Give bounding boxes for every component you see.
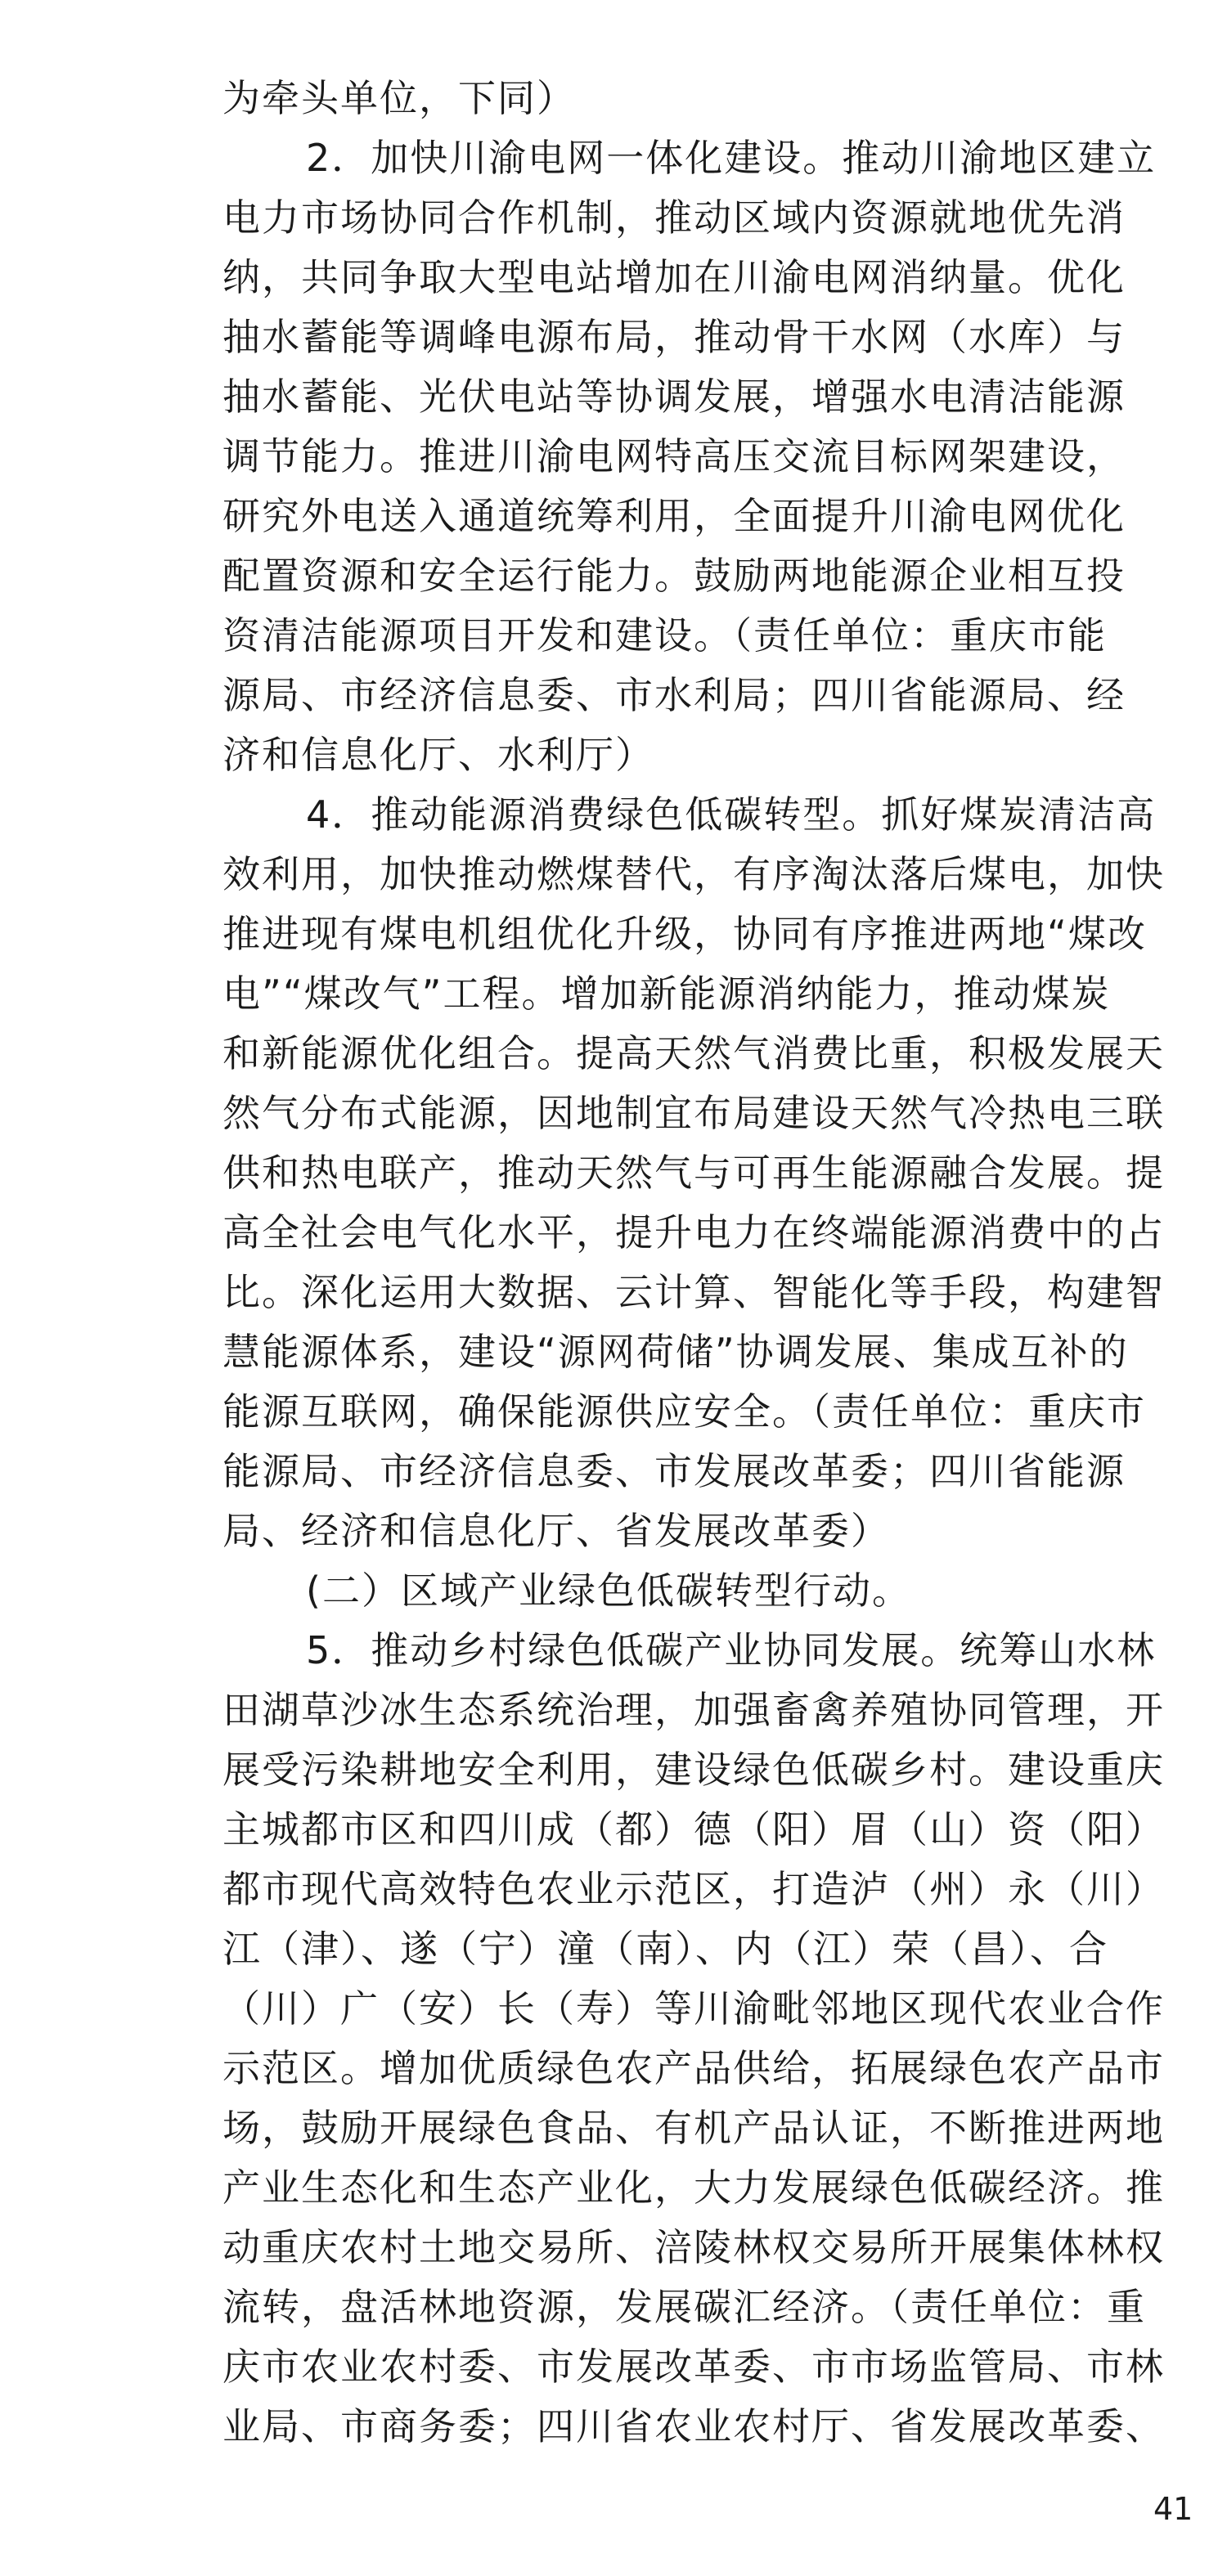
text-line: 场，鼓励开展绿色食品、有机产品认证，不断推进两地 [222,2106,1165,2150]
text-line: 慧能源体系，建设“源网荷储”协调发展、集成互补的 [222,1330,1129,1374]
text-line: 研究外电送入通道统筹利用，全面提升川渝电网优化 [222,494,1126,538]
text-line: 和新能源优化组合。提高天然气消费比重，积极发展天 [222,1031,1165,1075]
text-line: 电”“煤改气”工程。增加新能源消纳能力，推动煤炭 [222,972,1111,1016]
text-line: 局、经济和信息化厅、省发展改革委） [222,1509,890,1553]
text-line: 能源互联网，确保能源供应安全。（责任单位：重庆市 [222,1389,1146,1434]
text-line: 江（津）、遂（宁）潼（南）、内（江）荣（昌）、合 [222,1927,1108,1971]
text-line: 5．推动乡村绿色低碳产业协同发展。统筹山水林 [306,1628,1157,1672]
text-line: 高全社会电气化水平，提升电力在终端能源消费中的占 [222,1210,1165,1254]
text-line: 济和信息化厅、水利厅） [222,733,654,777]
text-line: 资清洁能源项目开发和建设。（责任单位：重庆市能 [222,613,1107,657]
text-line: 庆市农业农村委、市发展改革委、市市场监管局、市林 [222,2345,1165,2389]
text-line: 田湖草沙冰生态系统治理，加强畜禽养殖协同管理，开 [222,1688,1165,1732]
text-line: 示范区。增加优质绿色农产品供给，拓展绿色农产品市 [222,2046,1165,2090]
text-line: 主城都市区和四川成（都）德（阳）眉（山）资（阳） [222,1807,1165,1851]
text-line: 纳，共同争取大型电站增加在川渝电网消纳量。优化 [222,255,1126,299]
text-line: （川）广（安）长（寿）等川渝毗邻地区现代农业合作 [222,1986,1165,2031]
text-line: 比。深化运用大数据、云计算、智能化等手段，构建智 [222,1270,1165,1314]
text-line: 4．推动能源消费绿色低碳转型。抓好煤炭清洁高 [306,792,1157,837]
text-line: 然气分布式能源，因地制宜布局建设天然气冷热电三联 [222,1091,1165,1135]
text-line: 都市现代高效特色农业示范区，打造泸（州）永（川） [222,1867,1165,1911]
text-line: 展受污染耕地安全利用，建设绿色低碳乡村。建设重庆 [222,1748,1165,1792]
text-line: 源局、市经济信息委、市水利局；四川省能源局、经 [222,673,1126,717]
text-line: 业局、市商务委；四川省农业农村厅、省发展改革委、 [222,2404,1165,2448]
text-line: 调节能力。推进川渝电网特高压交流目标网架建设， [222,434,1126,478]
text-line: 动重庆农村土地交易所、涪陵林权交易所开展集体林权 [222,2225,1165,2269]
text-line: 抽水蓄能等调峰电源布局，推动骨干水网（水库）与 [222,315,1126,359]
page-number: 41 [1153,2491,1193,2527]
text-line: 2．加快川渝电网一体化建设。推动川渝地区建立 [306,136,1157,180]
text-line: 能源局、市经济信息委、市发展改革委；四川省能源 [222,1449,1126,1493]
text-line: 供和热电联产，推动天然气与可再生能源融合发展。提 [222,1151,1165,1195]
text-line: 产业生态化和生态产业化，大力发展绿色低碳经济。推 [222,2165,1165,2210]
text-line: 流转，盘活林地资源，发展碳汇经济。（责任单位：重 [222,2285,1146,2329]
text-line: 配置资源和安全运行能力。鼓励两地能源企业相互投 [222,554,1126,598]
section-heading: (二）区域产业绿色低碳转型行动。 [306,1568,911,1613]
text-line: 电力市场协同合作机制，推动区域内资源就地优先消 [222,195,1126,240]
document-body [222,69,1188,2457]
text-line: 为牵头单位，下同） [222,76,576,120]
text-line: 抽水蓄能、光伏电站等协调发展，增强水电清洁能源 [222,375,1126,419]
text-line: 效利用，加快推动燃煤替代，有序淘汰落后煤电，加快 [222,852,1165,896]
text-line: 推进现有煤电机组优化升级，协同有序推进两地“煤改 [222,912,1147,956]
